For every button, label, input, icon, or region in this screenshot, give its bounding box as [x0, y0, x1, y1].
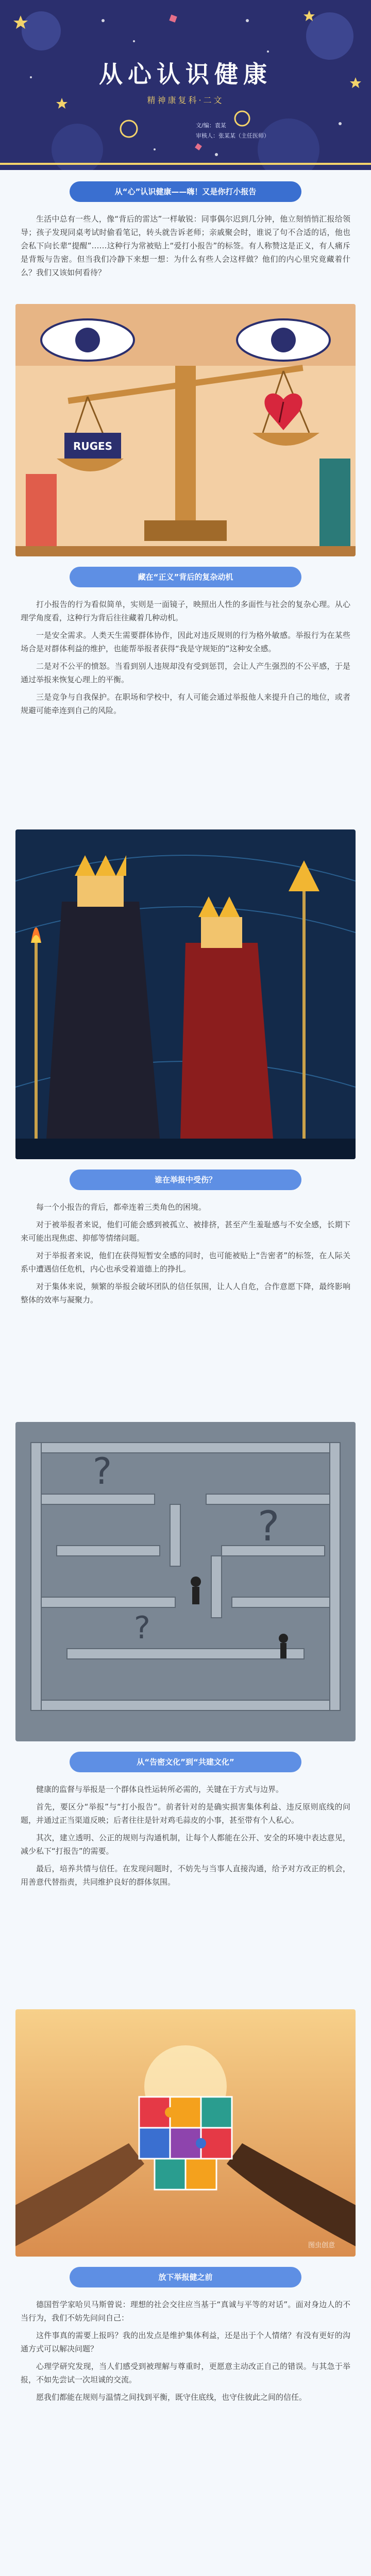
paragraph: 最后，培养共情与信任。在发现问题时，不妨先与当事人直接沟通，给予对方改正的机会，用善意代替指责，共同维护良好的群体氛围。: [21, 1864, 350, 1887]
question-mark-icon: ?: [93, 1450, 112, 1493]
paragraph: 健康的监督与举报是一个群体良性运转所必需的，关键在于方式与边界。: [36, 1785, 284, 1794]
header-banner: [0, 0, 371, 170]
section-1-banner: 从“心”认识健康——嗨！又是你打小报告: [70, 181, 301, 202]
section-3-text: [21, 1200, 350, 1311]
page-subtitle: 精神康复科·二文: [147, 95, 224, 105]
crowned-figures-illustration: [15, 829, 356, 1159]
paragraph: 对于被举报者来说，他们可能会感到被孤立、被排挤，甚至产生羞耻感与不安全感，长期下来可能出现焦虑、抑郁等情绪问题。: [21, 1220, 350, 1243]
scale-label: RUGES: [73, 440, 113, 452]
maze-illustration: [15, 1422, 356, 1741]
author-line: 文/编：袁某: [196, 122, 226, 129]
paragraph: 对于集体来说，频繁的举报会破坏团队的信任氛围，让人人自危，合作意愿下降，最终影响整体的效率与凝聚力。: [21, 1282, 350, 1304]
paragraph: 其次，建立透明、公正的规则与沟通机制，让每个人都能在公开、安全的环境中表达意见，减少私下“打报告”的需要。: [21, 1833, 350, 1856]
paragraph: 对于举报者来说，他们在获得短暂安全感的同时，也可能被贴上“告密者”的标签，在人际关系中遭遇信任危机，内心也承受着道德上的挣扎。: [21, 1251, 350, 1274]
paragraph: 二是对不公平的愤怒。当看到别人违规却没有受到惩罚，会让人产生强烈的不公平感，于是通过举报来恢复心理上的平衡。: [21, 662, 350, 684]
paragraph: 生活中总有一些人，像“背后的雷达”一样敏锐：同事偶尔迟到几分钟，他立刻悄悄汇报给领导；孩子发现同桌考试时偷看笔记，转头就告诉老师；亲戚聚会时，谁说了句不合适的话，他也会私下向长辈“提醒”……这种行为常被贴上“爱打小报告”的标签。有人称赞这是正义，有人痛斥是背叛与告密。但当我们冷静下来想一想：为什么有些人会这样做？他们的内心里究竟藏着什么？我们又该如何看待？: [21, 214, 350, 277]
page-title: 从心认识健康: [99, 60, 272, 88]
section-2-text: [21, 598, 350, 721]
puzzle-art: [15, 2009, 356, 2257]
reviewer-line: 审核人：张某某（主任医师）: [196, 132, 269, 139]
section-5-banner: 放下举报健之前: [70, 2267, 301, 2287]
scales-illustration: [15, 304, 356, 556]
paragraph: 德国哲学家哈贝马斯曾说：理想的社会交往应当基于“真诚与平等的对话”。面对身边人的不当行为，我们不妨先问问自己：: [21, 2300, 350, 2323]
section-4-text: [21, 1783, 350, 1893]
question-mark-icon: ?: [258, 1502, 280, 1550]
paragraph: 每一个小报告的背后，都牵连着三类角色的困境。: [36, 1202, 207, 1212]
credits: [196, 121, 269, 141]
image-watermark: 图虫创意: [308, 2242, 335, 2249]
section-1-text: [21, 212, 350, 283]
figures-art: [15, 829, 356, 1159]
section-3-banner: 谁在举报中受伤？: [70, 1170, 301, 1190]
scales-art: [15, 304, 356, 556]
paragraph: 一是安全需求。人类天生需要群体协作，因此对违反规则的行为格外敏感。举报行为在某些场合是对群体利益的维护，也能帮举报者获得“我是守规矩的”这种安全感。: [21, 631, 350, 653]
section-4-banner: 从“告密文化”到“共建文化”: [70, 1752, 301, 1772]
paragraph: 心理学研究发现，当人们感受到被理解与尊重时，更愿意主动改正自己的错误。与其急于举报，不如先尝试一次坦诚的交流。: [21, 2362, 350, 2384]
paragraph: 愿我们都能在规则与温情之间找到平衡，既守住底线，也守住彼此之间的信任。: [36, 2393, 307, 2402]
section-5-text: [21, 2298, 350, 2408]
section-2-banner: 藏在“正义”背后的复杂动机: [70, 567, 301, 587]
puzzle-hands-illustration: [15, 2009, 356, 2257]
paragraph: 首先，要区分“举报”与“打小报告”。前者针对的是确实损害集体利益、违反原则底线的问题，并通过正当渠道反映；后者往往是针对鸡毛蒜皮的小事，甚至带有个人私心。: [21, 1802, 350, 1825]
paragraph: 这件事真的需要上报吗？我的出发点是维护集体利益，还是出于个人情绪？有没有更好的沟通方式可以解决问题？: [21, 2331, 350, 2353]
paragraph: 三是竞争与自我保护。在职场和学校中，有人可能会通过举报他人来提升自己的地位，或者规避可能牵连到自己的风险。: [21, 692, 350, 715]
maze-art: [15, 1422, 356, 1741]
question-mark-icon: ?: [134, 1610, 150, 1646]
paragraph: 打小报告的行为看似简单，实则是一面镜子，映照出人性的多面性与社会的复杂心理。从心理学角度看，这种行为背后往往藏着几种动机。: [21, 600, 350, 622]
